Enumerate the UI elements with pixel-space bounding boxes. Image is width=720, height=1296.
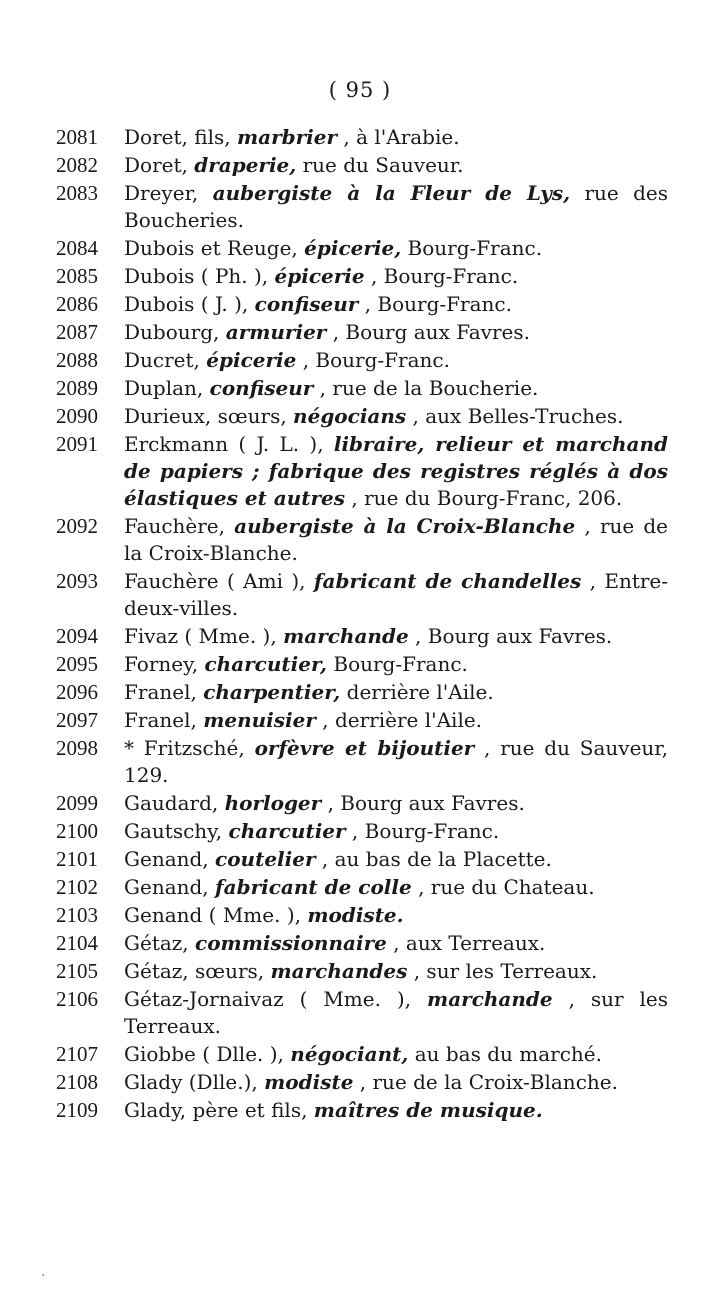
entry-name: Gétaz-Jornaivaz ( Mme. ),: [124, 987, 412, 1011]
directory-entry: [56, 986, 668, 1040]
directory-entry: [56, 679, 668, 706]
entry-location: , aux Terreaux.: [393, 931, 546, 955]
entry-location: Bourg-Franc.: [333, 652, 468, 676]
entry-text: [124, 1069, 668, 1096]
directory-entry: [56, 930, 668, 957]
directory-entry: [56, 1041, 668, 1068]
directory-entry: [56, 568, 668, 622]
entry-text: [124, 679, 668, 706]
directory-entry: [56, 403, 668, 430]
entry-trade: confiseur: [209, 376, 314, 400]
entry-number: 2089: [56, 376, 98, 400]
entry-trade: charcutier: [228, 819, 346, 843]
entry-location: , rue de la Croix-Blanche.: [124, 514, 669, 565]
entry-name: Genand ( Mme. ),: [124, 903, 301, 927]
directory-entry: [56, 263, 668, 290]
directory-entry: [56, 902, 668, 929]
entry-name: Durieux, sœurs,: [124, 404, 287, 428]
directory-entry: [56, 431, 668, 512]
entry-text: [124, 846, 668, 873]
directory-entry: [56, 235, 668, 262]
entry-number: 2084: [56, 236, 98, 260]
entry-name: Genand,: [124, 875, 209, 899]
entry-trade: orfèvre et bijoutier: [254, 736, 475, 760]
entry-number: 2102: [56, 875, 98, 899]
entry-name: Dubois et Reuge,: [124, 236, 298, 260]
entry-number: 2109: [56, 1098, 98, 1122]
entry-name: Ducret,: [124, 348, 200, 372]
entry-trade: modiste: [264, 1070, 354, 1094]
entry-name: Doret, fils,: [124, 125, 231, 149]
entry-number: 2108: [56, 1070, 98, 1094]
entry-name: * Fritzsché,: [124, 736, 245, 760]
entry-name: Dubourg,: [124, 320, 220, 344]
entry-name: Doret,: [124, 153, 188, 177]
entry-location: , aux Belles-Truches.: [412, 404, 624, 428]
entry-location: , Bourg aux Favres.: [332, 320, 530, 344]
directory-entry: [56, 375, 668, 402]
entry-number: 2100: [56, 819, 98, 843]
entry-trade: armurier: [225, 320, 327, 344]
entry-text: [124, 623, 668, 650]
entry-name: Franel,: [124, 708, 197, 732]
entry-location: , rue de la Croix-Blanche.: [359, 1070, 618, 1094]
entry-trade: marchande: [427, 987, 553, 1011]
directory-entry: [56, 874, 668, 901]
entry-number: 2086: [56, 292, 98, 316]
directory-entry: [56, 124, 668, 151]
entry-location: , sur les Terreaux.: [413, 959, 598, 983]
entry-text: [124, 513, 668, 567]
entry-text: [124, 986, 668, 1040]
entry-location: , Bourg-Franc.: [302, 348, 450, 372]
entry-location: , au bas de la Placette.: [321, 847, 552, 871]
entry-trade: charpentier,: [203, 680, 341, 704]
entry-trade: aubergiste à la Croix-Blanche: [234, 514, 576, 538]
entry-trade: modiste.: [307, 903, 404, 927]
entry-name: Gautschy,: [124, 819, 223, 843]
entry-trade: épicerie,: [304, 236, 402, 260]
entry-text: [124, 431, 668, 512]
entry-trade: négocians: [293, 404, 407, 428]
entry-location: , rue du Sauveur, 129.: [124, 736, 669, 787]
entry-number: 2083: [56, 181, 98, 205]
directory-entry: [56, 513, 668, 567]
entry-text: [124, 735, 668, 789]
entry-text: [124, 1097, 668, 1124]
directory-entry: [56, 319, 668, 346]
entry-number: 2106: [56, 987, 98, 1011]
entry-name: Dreyer,: [124, 181, 199, 205]
entry-text: [124, 930, 668, 957]
entry-location: rue du Sauveur.: [302, 153, 464, 177]
entry-trade: horloger: [224, 791, 322, 815]
entry-number: 2085: [56, 264, 98, 288]
directory-entry: [56, 152, 668, 179]
directory-entry: [56, 735, 668, 789]
directory-entries: [56, 124, 668, 1125]
entry-name: Gaudard,: [124, 791, 219, 815]
entry-name: Fauchère,: [124, 514, 225, 538]
entry-text: [124, 152, 668, 179]
entry-number: 2095: [56, 652, 98, 676]
entry-trade: fabricant de colle: [215, 875, 412, 899]
entry-number: 2103: [56, 903, 98, 927]
directory-entry: [56, 623, 668, 650]
entry-location: , Entre-deux-villes.: [124, 569, 669, 620]
entry-text: [124, 958, 668, 985]
entry-text: [124, 790, 668, 817]
page-number: ( 95 ): [328, 78, 392, 102]
entry-text: [124, 235, 668, 262]
entry-text: [124, 319, 668, 346]
entry-trade: épicerie: [206, 348, 297, 372]
entry-number: 2093: [56, 569, 98, 593]
entry-number: 2091: [56, 432, 98, 456]
entry-location: au bas du marché.: [414, 1042, 602, 1066]
entry-name: Forney,: [124, 652, 199, 676]
entry-location: , Bourg-Franc.: [364, 292, 512, 316]
entry-trade: commissionnaire: [195, 931, 387, 955]
entry-number: 2081: [56, 125, 98, 149]
directory-entry: [56, 1097, 668, 1124]
entry-number: 2088: [56, 348, 98, 372]
entry-name: Gétaz, sœurs,: [124, 959, 265, 983]
entry-number: 2082: [56, 153, 98, 177]
entry-name: Fauchère ( Ami ),: [124, 569, 306, 593]
entry-location: , Bourg aux Favres.: [327, 791, 525, 815]
directory-entry: [56, 291, 668, 318]
entry-name: Franel,: [124, 680, 197, 704]
entry-trade: libraire, relieur et marchand de papiers ; fabrique des registres réglés à dos élastiques et autres: [124, 432, 669, 510]
entry-location: Bourg-Franc.: [407, 236, 543, 260]
directory-entry: [56, 651, 668, 678]
entry-location: , rue de la Boucherie.: [319, 376, 539, 400]
entry-name: Erckmann ( J. L. ),: [124, 432, 324, 456]
entry-name: Dubois ( Ph. ),: [124, 264, 269, 288]
entry-text: [124, 707, 668, 734]
directory-entry: [56, 347, 668, 374]
entry-number: 2104: [56, 931, 98, 955]
entry-number: 2087: [56, 320, 98, 344]
entry-trade: fabricant de chandelles: [313, 569, 582, 593]
entry-number: 2097: [56, 708, 98, 732]
entry-text: [124, 124, 668, 151]
entry-number: 2090: [56, 404, 98, 428]
entry-number: 2105: [56, 959, 98, 983]
entry-location: , rue du Chateau.: [418, 875, 595, 899]
entry-name: Gétaz,: [124, 931, 189, 955]
entry-text: [124, 263, 668, 290]
entry-trade: draperie,: [194, 153, 297, 177]
entry-text: [124, 874, 668, 901]
entry-location: , à l'Arabie.: [343, 125, 460, 149]
entry-name: Genand,: [124, 847, 209, 871]
entry-number: 2094: [56, 624, 98, 648]
entry-trade: négociant,: [290, 1042, 409, 1066]
entry-trade: marbrier: [236, 125, 337, 149]
entry-trade: aubergiste à la Fleur de Lys,: [212, 181, 571, 205]
entry-text: [124, 1041, 668, 1068]
entry-location: , Bourg-Franc.: [370, 264, 519, 288]
entry-name: Glady (Dlle.),: [124, 1070, 258, 1094]
entry-text: [124, 818, 668, 845]
entry-text: [124, 375, 668, 402]
entry-location: rue des Boucheries.: [124, 181, 669, 232]
directory-entry: [56, 1069, 668, 1096]
directory-entry: [56, 707, 668, 734]
entry-name: Glady, père et fils,: [124, 1098, 308, 1122]
entry-name: Giobbe ( Dlle. ),: [124, 1042, 284, 1066]
directory-entry: [56, 958, 668, 985]
entry-trade: charcutier,: [204, 652, 328, 676]
entry-name: Fivaz ( Mme. ),: [124, 624, 277, 648]
entry-trade: menuisier: [203, 708, 316, 732]
entry-trade: marchande: [283, 624, 409, 648]
directory-entry: [56, 790, 668, 817]
entry-name: Duplan,: [124, 376, 204, 400]
directory-entry: [56, 818, 668, 845]
entry-trade: confiseur: [254, 292, 359, 316]
entry-text: [124, 651, 668, 678]
entry-name: Dubois ( J. ),: [124, 292, 249, 316]
entry-trade: coutelier: [215, 847, 316, 871]
entry-number: 2101: [56, 847, 98, 871]
entry-location: , sur les Terreaux.: [124, 987, 669, 1038]
entry-location: , Bourg-Franc.: [351, 819, 500, 843]
entry-number: 2107: [56, 1042, 98, 1066]
entry-text: [124, 291, 668, 318]
entry-location: , Bourg aux Favres.: [415, 624, 613, 648]
entry-trade: épicerie: [274, 264, 365, 288]
entry-number: 2092: [56, 514, 98, 538]
entry-trade: maîtres de musique.: [313, 1098, 543, 1122]
entry-text: [124, 902, 668, 929]
footer-mark: ′: [42, 1272, 45, 1286]
entry-number: 2096: [56, 680, 98, 704]
entry-location: , rue du Bourg-Franc, 206.: [351, 486, 623, 510]
entry-number: 2099: [56, 791, 98, 815]
entry-number: 2098: [56, 736, 98, 760]
entry-text: [124, 180, 668, 234]
entry-location: derrière l'Aile.: [346, 680, 494, 704]
entry-text: [124, 403, 668, 430]
entry-trade: marchandes: [270, 959, 408, 983]
entry-location: , derrière l'Aile.: [322, 708, 483, 732]
directory-entry: [56, 180, 668, 234]
directory-entry: [56, 846, 668, 873]
entry-text: [124, 347, 668, 374]
entry-text: [124, 568, 668, 622]
